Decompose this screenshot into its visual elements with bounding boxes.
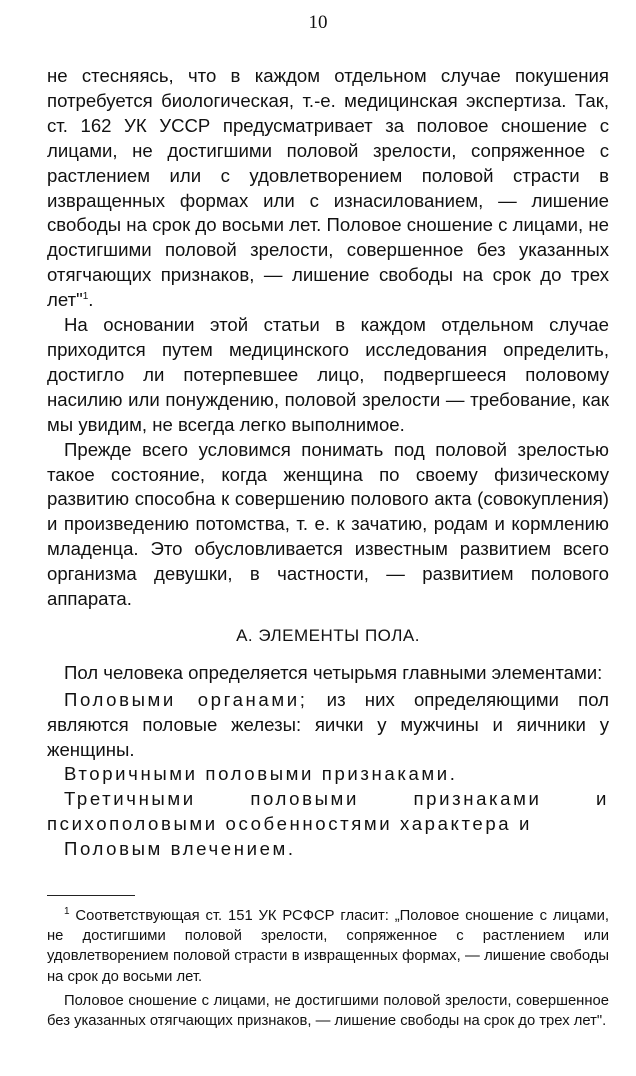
list-item: [47, 762, 609, 787]
elements-intro: Пол человека определяется четырьмя главными элементами:: [64, 661, 603, 683]
footnote-reference: 1: [82, 290, 89, 302]
list-item-lead: Половыми органами;: [64, 688, 308, 710]
list-item-lead: Вторичными половыми признаками.: [64, 763, 458, 785]
main-text: [47, 64, 609, 862]
list-item-lead: Третичными половыми признаками и психополовыми особенностями характера и: [47, 788, 609, 835]
list-item: [47, 787, 609, 837]
footnotes: [47, 906, 609, 1035]
paragraph-1-text: не стесняясь, что в каждом отдельном случае покушения потребуется биологическая, т.-е. медицинская экспертиза. Так, ст. 162 УК УССР предусматривает за половое сношение с лицами, не достигшими половой зрелости, сопряженное с растлением или с удовлетворением половой страсти в извращенных формах или с изнасилованием, — лишение свободы на срок до восьми лет. Половое сношение с лицами, не достигшими половой зрелости, совершенное без указанных отягчающих признаков, — лишение свободы на срок до трех лет": [47, 65, 609, 311]
paragraph-3: Прежде всего условимся понимать под половой зрелостью такое состояние, когда женщина по своему физическому развитию способна к совершению полового акта (совокупления) и произведению потомства, т. е. к зачатию, родам и кормлению младенца. Это обусловливается известным развитием всего организма девушки, в частности, — развитием полового аппарата.: [47, 438, 609, 610]
page-number: 10: [308, 12, 328, 33]
footnote-marker: 1: [64, 906, 70, 918]
section-heading: А. ЭЛЕМЕНТЫ ПОЛА.: [236, 625, 420, 645]
footnote-divider: [47, 895, 135, 896]
footnote-text: Соответствующая ст. 151 УК РСФСР гласит: „Половое сношение с лицами, не достигшими половой зрелости, сопряженное с растлением или удовлетворением половой страсти в извращенных формах, — лишение свободы на срок до восьми лет.: [47, 908, 609, 985]
footnote-text: Половое сношение с лицами, не достигшими половой зрелости, совершенное без указанных отягчающих признаков, — лишение свободы на срок до трех лет".: [47, 992, 609, 1030]
paragraph-2: На основании этой статьи в каждом отдельном случае приходится путем медицинского исследования определить, достигло ли потерпевшее лицо, подвергшееся половому насилию или понуждению, половой зрелости — требование, как мы увидим, не всегда легко выполнимое.: [47, 314, 609, 435]
list-item: [47, 688, 609, 763]
footnote-1-continued: [47, 991, 609, 1031]
paragraph-1: не стесняясь, что в каждом отдельном случае покушения потребуется биологическая, т.-е. медицинская экспертиза. Так, ст. 162 УК УССР предусматривает за половое сношение с лицами, не достигшими половой зрелости, сопряженное с растлением или с удовлетворением половой страсти в извращенных формах или с изнасилованием, — лишение свободы на срок до восьми лет. Половое сношение с лицами, не достигшими половой зрелости, совершенное без указанных отягчающих признаков, — лишение свободы на срок до трех лет"$^1$.: [47, 65, 609, 311]
list-item-lead: Половым влечением.: [64, 838, 296, 860]
list-item-rest: из них определяющими пол являются половые железы: яички у мужчины и яичники у женщины.: [47, 688, 609, 760]
list-item: [47, 837, 609, 862]
elements-list: [47, 688, 609, 862]
footnote-1: [47, 906, 609, 987]
